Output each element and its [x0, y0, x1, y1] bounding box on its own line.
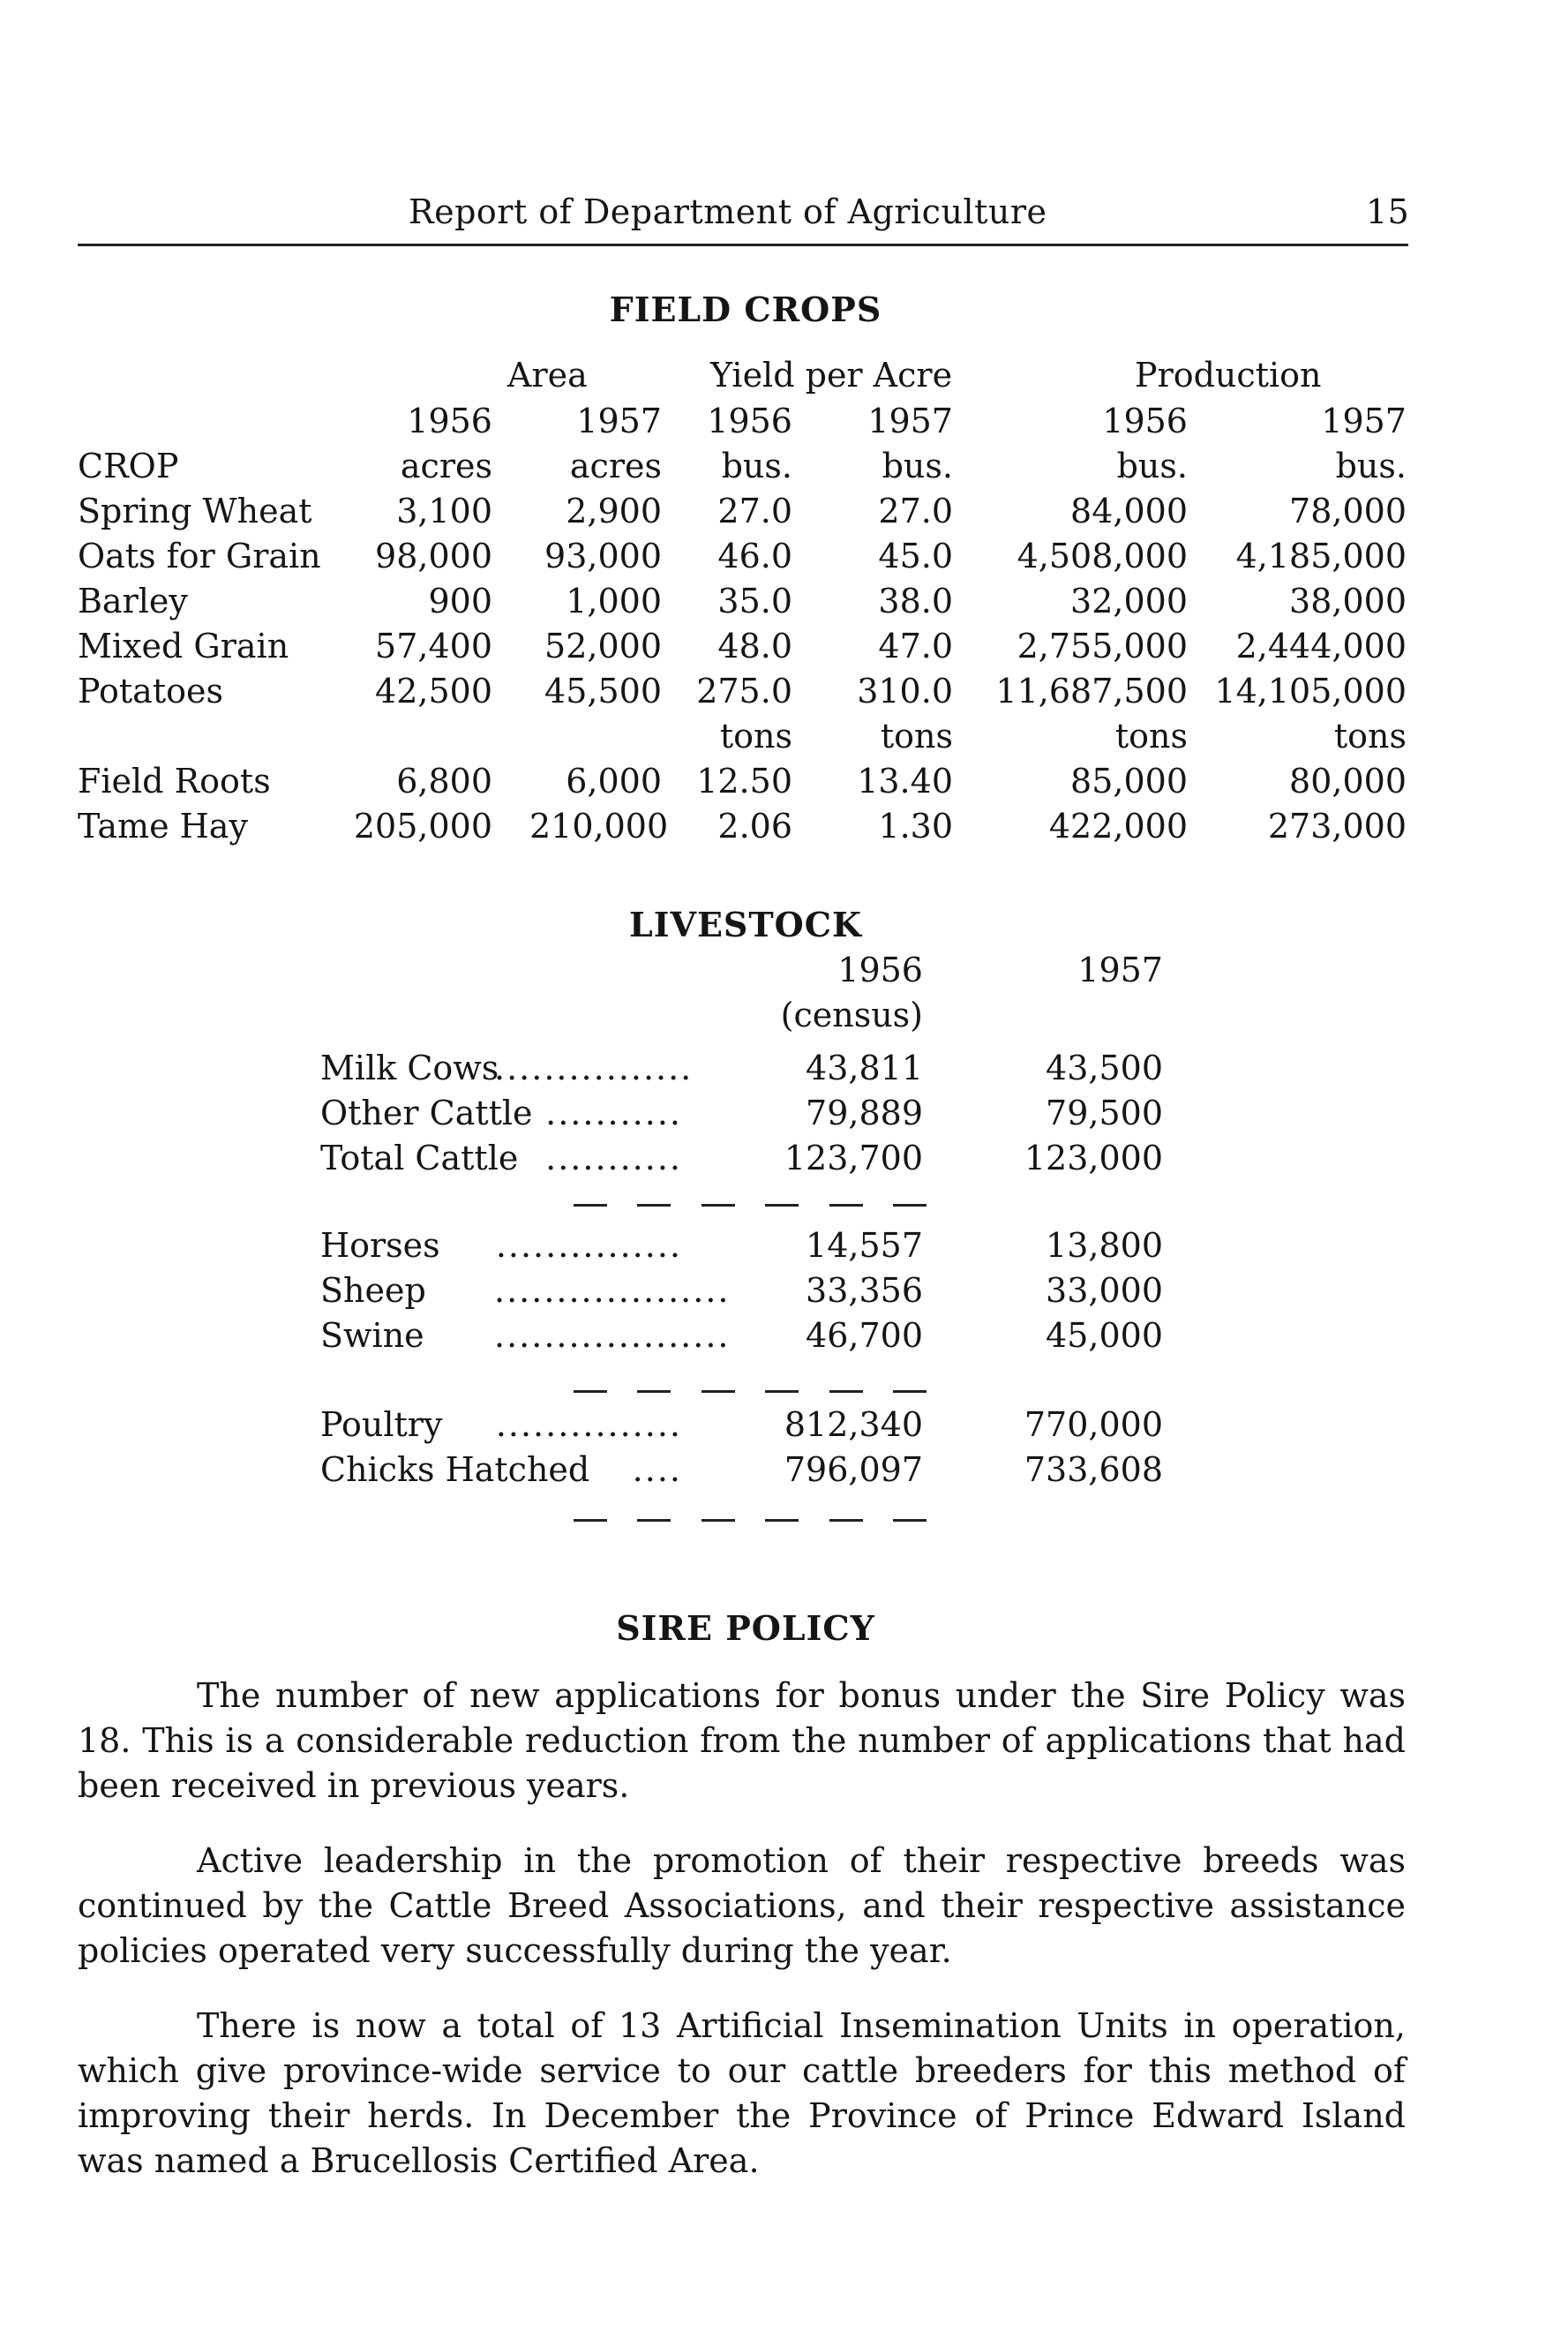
yield-group-header: Yield per Acre [710, 356, 953, 395]
crop-value: 2.06 [717, 807, 792, 846]
crop-value: 2,755,000 [1017, 627, 1188, 666]
livestock-label: Chicks Hatched [320, 1450, 590, 1489]
field-crops-title: FIELD CROPS [609, 290, 882, 329]
livestock-col-1957-year: 1957 [1077, 951, 1163, 989]
crop-value: 900 [428, 582, 492, 620]
livestock-value-1957: 13,800 [1046, 1226, 1163, 1265]
leader-dots: ........... [545, 1094, 682, 1132]
crop-value: 32,000 [1070, 582, 1188, 620]
crop-column-header: CROP [78, 447, 179, 485]
unit-header: tons [880, 717, 953, 756]
header-rule [78, 244, 1408, 246]
crop-value: 80,000 [1289, 762, 1407, 801]
paragraph-text: The number of new applications for bonus under the Sire Policy was 18. This is a considerable reduction from the number of applications that had been received in previous years. [78, 1676, 1406, 1805]
crop-name: Field Roots [78, 762, 271, 801]
sire-policy-paragraph-3 [78, 2004, 1406, 2184]
crop-value: 93,000 [544, 537, 662, 575]
crop-value: 84,000 [1070, 492, 1188, 530]
crop-value: 2,900 [566, 492, 662, 530]
dash-separator-1 [574, 1204, 927, 1207]
area-group-header: Area [507, 356, 588, 395]
leader-dots: ................... [494, 1271, 731, 1310]
crop-name: Barley [78, 582, 188, 620]
paragraph-text: There is now a total of 13 Artificial Insemination Units in operation, which give province-wide service to our cattle breeders for this method of improving their herds. In December the Province of Prince Edward Island was named a Brucellosis Certified Area. [78, 2006, 1406, 2180]
year-header: 1957 [576, 402, 662, 440]
livestock-value-1956: 14,557 [806, 1226, 923, 1265]
livestock-col-1956-note: (census) [780, 996, 923, 1034]
year-header: 1956 [1102, 402, 1188, 440]
livestock-value-1956: 123,700 [784, 1139, 923, 1177]
crop-value: 52,000 [544, 627, 662, 666]
paragraph-text: Active leadership in the promotion of their respective breeds was continued by the Cattle Breed Associations, and their respective assistance policies operated very successfully during the year. [78, 1841, 1406, 1970]
crop-value: 11,687,500 [995, 672, 1188, 711]
livestock-value-1957: 123,000 [1024, 1139, 1163, 1177]
crop-value: 13.40 [857, 762, 953, 801]
crop-value: 4,185,000 [1235, 537, 1407, 575]
livestock-title: LIVESTOCK [628, 905, 863, 944]
year-header: 1956 [407, 402, 492, 440]
crop-value: 57,400 [375, 627, 492, 666]
production-group-header: Production [1135, 356, 1322, 395]
year-header: 1956 [707, 402, 792, 440]
leader-dots: ................ [494, 1049, 694, 1087]
leader-dots: .... [632, 1450, 682, 1489]
livestock-label: Other Cattle [320, 1094, 533, 1132]
running-header-title: Report of Department of Agriculture [409, 192, 1047, 231]
unit-header: acres [569, 447, 662, 485]
crop-name: Oats for Grain [78, 537, 321, 575]
crop-value: 42,500 [375, 672, 492, 711]
crop-value: 3,100 [396, 492, 492, 530]
livestock-value-1957: 45,000 [1046, 1316, 1163, 1355]
livestock-label: Swine [320, 1316, 424, 1355]
crop-value: 210,000 [529, 807, 669, 846]
livestock-label: Poultry [320, 1405, 443, 1444]
livestock-value-1956: 46,700 [806, 1316, 923, 1355]
livestock-label: Sheep [320, 1271, 426, 1310]
crop-value: 47.0 [878, 627, 953, 666]
crop-name: Spring Wheat [78, 492, 312, 530]
crop-value: 38,000 [1289, 582, 1407, 620]
livestock-label: Milk Cows [320, 1049, 499, 1087]
crop-value: 12.50 [696, 762, 792, 801]
leader-dots: ................... [494, 1316, 731, 1355]
livestock-value-1957: 79,500 [1046, 1094, 1163, 1132]
livestock-value-1957: 770,000 [1024, 1405, 1163, 1444]
unit-header: bus. [721, 447, 792, 485]
dash-separator-2 [574, 1390, 927, 1393]
sire-policy-paragraph-2 [78, 1839, 1406, 1974]
crop-value: 6,000 [566, 762, 662, 801]
year-header: 1957 [867, 402, 953, 440]
crop-value: 85,000 [1070, 762, 1188, 801]
unit-header: acres [400, 447, 492, 485]
crop-value: 98,000 [375, 537, 492, 575]
crop-name: Mixed Grain [78, 627, 289, 666]
crop-value: 48.0 [717, 627, 792, 666]
livestock-label: Total Cattle [320, 1139, 519, 1177]
livestock-col-1956-year: 1956 [837, 951, 923, 989]
crop-value: 1,000 [566, 582, 662, 620]
livestock-label: Horses [320, 1226, 440, 1265]
crop-value: 4,508,000 [1017, 537, 1188, 575]
sire-policy-paragraph-1 [78, 1673, 1406, 1809]
crop-value: 1.30 [878, 807, 953, 846]
crop-value: 27.0 [878, 492, 953, 530]
livestock-value-1956: 812,340 [784, 1405, 923, 1444]
crop-value: 205,000 [353, 807, 492, 846]
livestock-value-1957: 33,000 [1046, 1271, 1163, 1310]
crop-value: 275.0 [696, 672, 792, 711]
unit-header: tons [719, 717, 792, 756]
crop-value: 273,000 [1267, 807, 1407, 846]
livestock-value-1956: 796,097 [784, 1450, 923, 1489]
page-number: 15 [1366, 192, 1410, 231]
livestock-value-1956: 33,356 [806, 1271, 923, 1310]
crop-value: 2,444,000 [1235, 627, 1407, 666]
livestock-value-1956: 43,811 [806, 1049, 923, 1087]
crop-value: 6,800 [396, 762, 492, 801]
leader-dots: ............... [495, 1226, 682, 1265]
dash-separator-3 [574, 1519, 927, 1522]
crop-value: 310.0 [857, 672, 953, 711]
livestock-value-1956: 79,889 [806, 1094, 923, 1132]
livestock-value-1957: 733,608 [1024, 1450, 1163, 1489]
crop-value: 45,500 [544, 672, 662, 711]
crop-name: Tame Hay [78, 807, 248, 846]
crop-value: 78,000 [1289, 492, 1407, 530]
unit-header: bus. [1335, 447, 1407, 485]
unit-header: bus. [1116, 447, 1188, 485]
crop-value: 46.0 [717, 537, 792, 575]
unit-header: bus. [882, 447, 953, 485]
unit-header: tons [1333, 717, 1407, 756]
crop-value: 35.0 [717, 582, 792, 620]
crop-value: 45.0 [878, 537, 953, 575]
crop-value: 422,000 [1048, 807, 1188, 846]
crop-name: Potatoes [78, 672, 223, 711]
livestock-value-1957: 43,500 [1046, 1049, 1163, 1087]
leader-dots: ............... [495, 1405, 682, 1444]
crop-value: 38.0 [878, 582, 953, 620]
sire-policy-title: SIRE POLICY [616, 1608, 875, 1648]
unit-header: tons [1114, 717, 1188, 756]
leader-dots: ........... [545, 1139, 682, 1177]
crop-value: 27.0 [717, 492, 792, 530]
year-header: 1957 [1321, 402, 1407, 440]
crop-value: 14,105,000 [1214, 672, 1407, 711]
